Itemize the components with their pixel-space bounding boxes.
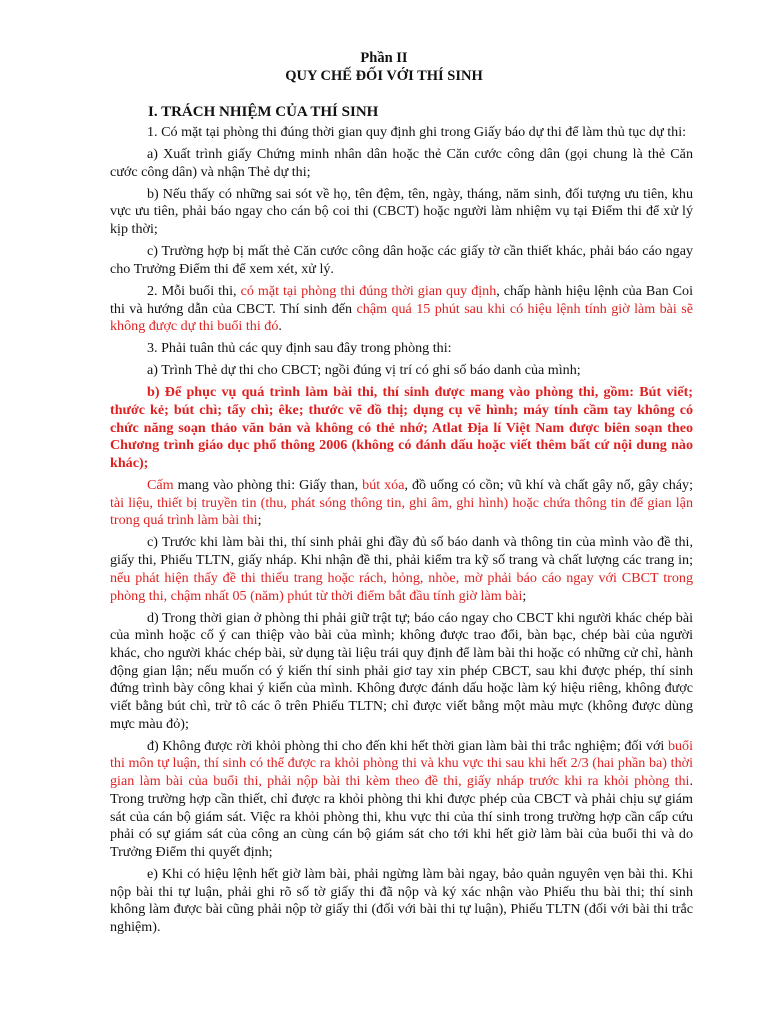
- paragraph-text: , chấp hành hiệu lệnh của Ban Coi thi và hướng dẫn của CBCT. Thí sinh đến: [110, 282, 694, 317]
- paragraph: [110, 186, 693, 239]
- part-heading: Phần II: [360, 50, 408, 66]
- highlighted-text: tài liệu, thiết bị truyền tin (thu, phát sóng thông tin, ghi âm, ghi hình) hoặc chứa thông tin để gian lận trong quá trình làm bài thi: [110, 494, 693, 529]
- paragraph-text: mang vào phòng thi: Giấy than,: [173, 477, 363, 494]
- paragraph-text: 1. Có mặt tại phòng thi đúng thời gian quy định ghi trong Giấy báo dự thi để làm thủ tục dự thi:: [147, 124, 687, 140]
- highlighted-text: bút xóa: [362, 477, 405, 494]
- paragraph: [110, 124, 693, 142]
- paragraph: [110, 362, 693, 380]
- paragraph-text: . Trong trường hợp cần thiết, chỉ được ra khỏi phòng thi khi được phép của CBCT và phải chịu sự giám sát của cán bộ giám sát. Việc ra khỏi phòng thi, khu vực thi của thí sinh trong trường hợp cần cấp cứu phải có sự giám sát của công an cùng cán bộ giám sát cho tới khi hết giờ làm bài của buổi thi và do Trưởng Điểm thi quyết định;: [110, 773, 693, 860]
- paragraph-text: c) Trường hợp bị mất thẻ Căn cước công dân hoặc các giấy tờ cần thiết khác, phải báo cáo ngay cho Trưởng Điểm thi để xem xét, xử lý.: [110, 243, 693, 277]
- paragraph: [110, 477, 693, 530]
- paragraph: [110, 384, 693, 473]
- paragraph: [110, 610, 693, 734]
- document-body: [110, 124, 693, 941]
- paragraph-text: , đồ uống có cồn; vũ khí và chất gây nổ, gây cháy;: [404, 477, 693, 494]
- paragraph-text: 3. Phải tuân thủ các quy định sau đây trong phòng thi:: [147, 340, 452, 357]
- paragraph: [110, 738, 693, 862]
- section-heading: I. TRÁCH NHIỆM CỦA THÍ SINH: [148, 104, 379, 120]
- paragraph: [110, 283, 693, 336]
- paragraph-text: đ) Không được rời khỏi phòng thi cho đến khi hết thời gian làm bài thi trắc nghiệm; đối với: [147, 737, 668, 754]
- paragraph-text: ;: [522, 587, 527, 604]
- paragraph-text: c) Trước khi làm bài thi, thí sinh phải ghi đầy đủ số báo danh và thông tin của mình vào đề thi, giấy thi, Phiếu TLTN, giấy nháp. Khi nhận đề thi, phải kiểm tra kỹ số trang và chất lượng các trang in;: [110, 534, 693, 569]
- paragraph-text: d) Trong thời gian ở phòng thi phải giữ trật tự; báo cáo ngay cho CBCT khi người khác chép bài của mình hoặc cố ý can thiệp vào bài của mình; không được trao đổi, bàn bạc, chép bài của người khác, cho người khác chép bài, sử dụng tài liệu trái quy định để làm bài thi hoặc có những cử chỉ, hành động gian lận; nếu muốn có ý kiến thí sinh phải giơ tay xin phép CBCT, sau khi được phép, thí sinh đứng trình bày công khai ý kiến của mình. Không được đánh dấu hoặc làm ký hiệu riêng, không được viết bằng bút chì, trừ tô các ô trên Phiếu TLTN; chỉ được viết bằng một màu mực (không được dùng mực màu đỏ);: [110, 609, 693, 732]
- paragraph: [110, 534, 693, 605]
- paragraph: [110, 146, 693, 181]
- paragraph-text: 2. Mỗi buổi thi,: [147, 282, 241, 299]
- paragraph-text: a) Xuất trình giấy Chứng minh nhân dân hoặc thẻ Căn cước công dân (gọi chung là thẻ Căn cước công dân) và nhận Thẻ dự thi;: [110, 146, 693, 180]
- highlighted-text: Cấm: [147, 477, 174, 494]
- paragraph: [110, 340, 693, 358]
- highlighted-text: b) Để phục vụ quá trình làm bài thi, thí sinh được mang vào phòng thi, gồm: Bút viết; thước kẻ; bút chì; tẩy chì; êke; thước vẽ đồ thị; dụng cụ vẽ hình; máy tính cầm tay không có chức năng soạn thảo văn bản và không có thẻ nhớ; Atlat Địa lí Việt Nam được biên soạn theo Chương trình giáo dục phổ thông 2006 (không có đánh dấu hoặc viết thêm bất cứ nội dung nào khác);: [110, 384, 693, 472]
- paragraph-text: b) Nếu thấy có những sai sót về họ, tên đệm, tên, ngày, tháng, năm sinh, đối tượng ưu tiên, khu vực ưu tiên, phải báo ngay cho cán bộ coi thi (CBCT) hoặc người làm nhiệm vụ tại Điểm thi để xử lý kịp thời;: [110, 185, 693, 238]
- paragraph: [110, 866, 693, 937]
- paragraph-text: a) Trình Thẻ dự thi cho CBCT; ngồi đúng vị trí có ghi số báo danh của mình;: [147, 362, 581, 379]
- highlighted-text: nếu phát hiện thấy đề thi thiếu trang hoặc rách, hỏng, nhòe, mờ phải báo cáo ngay với CBCT trong phòng thi, chậm nhất 05 (năm) phút từ thời điểm bắt đầu tính giờ làm bài: [110, 569, 693, 604]
- document-title: QUY CHẾ ĐỐI VỚI THÍ SINH: [285, 68, 483, 84]
- paragraph: [110, 243, 693, 278]
- paragraph-text: .: [278, 318, 282, 335]
- paragraph-text: e) Khi có hiệu lệnh hết giờ làm bài, phải ngừng làm bài ngay, bảo quản nguyên vẹn bài thi. Khi nộp bài thi tự luận, phải ghi rõ số tờ giấy thi đã nộp và ký xác nhận vào Phiếu thu bài thi; thí sinh không làm được bài cũng phải nộp tờ giấy thi (đối với bài thi tự luận), Phiếu TLTN (đối với bài thi trắc nghiệm).: [110, 865, 693, 936]
- highlighted-text: buổi thi môn tự luận, thí sinh có thể được ra khỏi phòng thi và khu vực thi sau khi hết 2/3 (hai phần ba) thời gian làm bài của buổi thi, phải nộp bài thi kèm theo đề thi, giấy nháp trước khi ra khỏi phòng thi: [110, 737, 693, 790]
- highlighted-text: có mặt tại phòng thi đúng thời gian quy định: [240, 282, 497, 299]
- highlighted-text: chậm quá 15 phút sau khi có hiệu lệnh tính giờ làm bài sẽ không được dự thi buổi thi đó: [110, 300, 693, 335]
- paragraph-text: ;: [257, 512, 262, 529]
